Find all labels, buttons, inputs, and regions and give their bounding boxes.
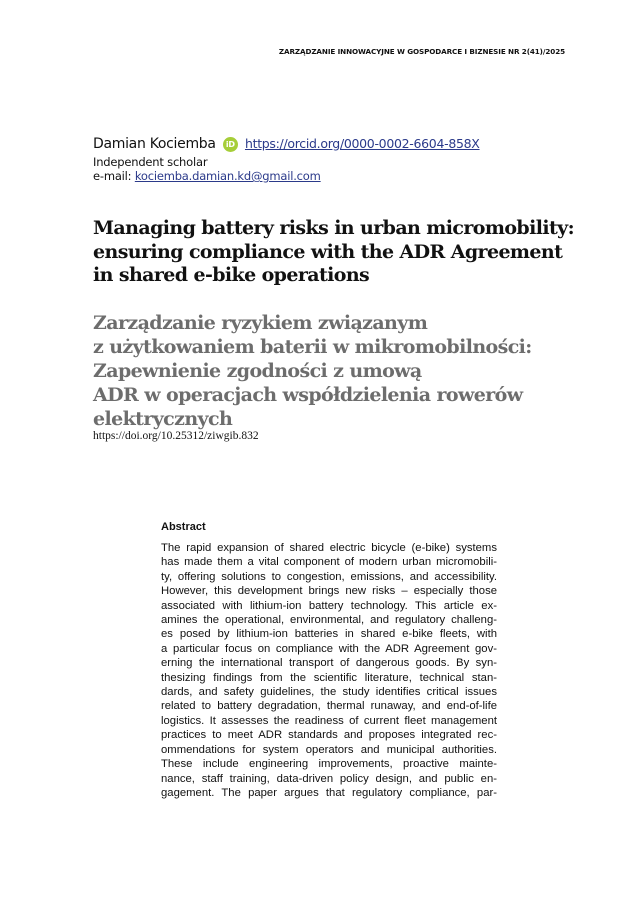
polish-title-line: Zapewnienie zgodności z umową <box>93 360 422 382</box>
article-title <box>93 217 574 288</box>
abstract-line: es posed by lithium-ion batteries in shared e-bike fleets, with <box>161 628 497 641</box>
abstract-line: The rapid expansion of shared electric bicycle (e-bike) systems <box>161 542 497 554</box>
abstract-line: ty, offering solutions to congestion, emissions, and accessibility. <box>161 570 497 583</box>
abstract-line: nance, staff training, data-driven policy design, and public en- <box>161 772 497 785</box>
abstract-line: dards, and safety guidelines, the study identifies critical issues <box>161 686 497 699</box>
abstract-line: has made them a vital component of modern urban micromobili- <box>161 556 497 569</box>
abstract-line: However, this development brings new risks – especially those <box>161 585 497 598</box>
orcid-link[interactable]: https://orcid.org/0000-0002-6604-858X <box>244 136 480 151</box>
abstract-line: erning the international transport of dangerous goods. By syn- <box>161 657 497 670</box>
title-line: ensuring compliance with the ADR Agreement <box>93 240 563 263</box>
email-label: e-mail: <box>93 169 132 183</box>
abstract-line: related to battery degradation, thermal runaway, and end-of-life <box>161 700 497 713</box>
orcid-icon: iD <box>223 137 238 152</box>
polish-title-line: z użytkowaniem baterii w mikromobilności: <box>93 336 532 358</box>
abstract-line: logistics. It assesses the readiness of current fleet management <box>161 714 497 727</box>
abstract-line: a particular focus on compliance with the ADR Agreement gov- <box>161 642 497 655</box>
author-line <box>93 136 480 152</box>
abstract-line: thesizing findings from the scientific literature, technical stan- <box>161 671 497 684</box>
journal-header: ZARZĄDZANIE INNOWACYJNE W GOSPODARCE I BIZNESIE NR 2(41)/2025 <box>278 47 565 56</box>
abstract-line: associated with lithium-ion battery technology. This article ex- <box>161 599 497 612</box>
title-line: in shared e-bike operations <box>93 264 370 286</box>
abstract-line: practices to meet ADR standards and proposes integrated rec- <box>161 729 497 742</box>
email-link[interactable]: kociemba.damian.kd@gmail.com <box>134 169 321 183</box>
title-line: Managing battery risks in urban micromobility: <box>93 217 575 239</box>
polish-title-line: elektrycznych <box>93 408 233 430</box>
abstract-line: ommendations for system operators and municipal authorities. <box>161 743 497 756</box>
polish-title-line: ADR w operacjach współdzielenia rowerów <box>93 384 523 406</box>
email-line <box>93 169 321 183</box>
polish-title <box>93 311 532 431</box>
author-name: Damian Kociemba <box>93 136 216 152</box>
polish-title-line: Zarządzanie ryzykiem związanym <box>93 312 428 334</box>
abstract-body <box>161 541 497 800</box>
abstract-line: gagement. The paper argues that regulatory compliance, par- <box>161 786 497 799</box>
abstract-line: These include engineering improvements, proactive mainte- <box>161 758 497 771</box>
abstract-line: amines the operational, environmental, and regulatory challeng- <box>161 614 497 627</box>
abstract-heading: Abstract <box>161 521 206 533</box>
affiliation: Independent scholar <box>93 155 208 169</box>
doi: https://doi.org/10.25312/ziwgib.832 <box>93 430 259 442</box>
